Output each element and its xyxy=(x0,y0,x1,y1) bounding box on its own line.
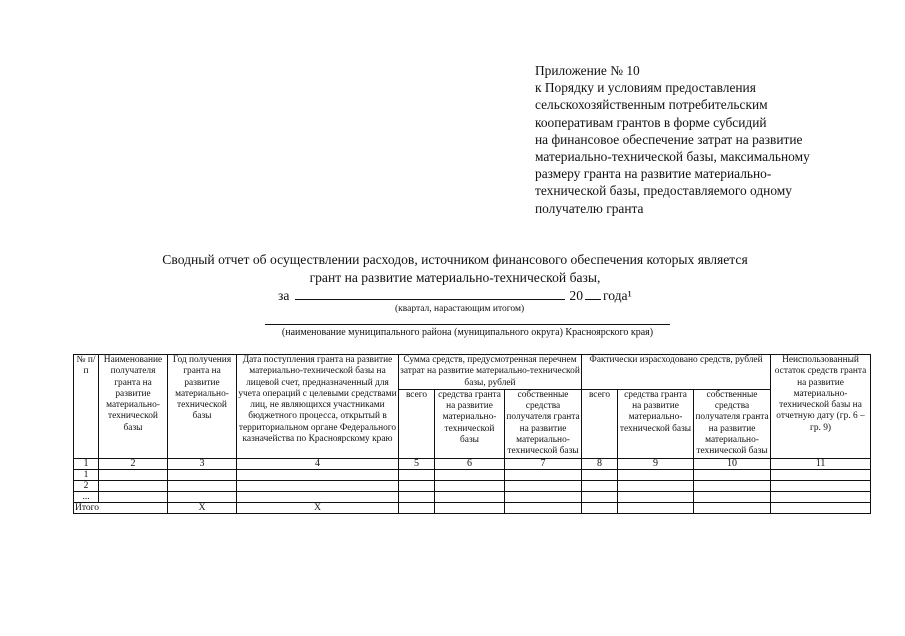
table-cell xyxy=(505,502,582,513)
table-row xyxy=(74,491,871,502)
column-number-row xyxy=(74,458,871,469)
total-label: Итого xyxy=(74,502,168,513)
report-period-line xyxy=(278,287,632,304)
column-number: 2 xyxy=(99,458,168,469)
table-cell xyxy=(237,480,399,491)
column-number: 8 xyxy=(582,458,618,469)
table-cell xyxy=(771,491,871,502)
table-cell xyxy=(505,491,582,502)
appendix-line: кооперативам грантов в форме субсидий xyxy=(535,114,767,130)
header-planned-total: всего xyxy=(399,389,435,458)
year-blank xyxy=(585,287,601,300)
table-header-row xyxy=(74,355,871,390)
table-cell xyxy=(435,480,505,491)
column-number: 4 xyxy=(237,458,399,469)
report-table xyxy=(73,354,871,514)
total-year-cell: X xyxy=(168,502,237,513)
table-cell xyxy=(99,480,168,491)
table-cell xyxy=(618,480,694,491)
total-date-cell: X xyxy=(237,502,399,513)
column-number: 11 xyxy=(771,458,871,469)
column-number: 1 xyxy=(74,458,99,469)
table-row xyxy=(74,480,871,491)
header-spent-total: всего xyxy=(582,389,618,458)
table-cell xyxy=(399,502,435,513)
column-number: 3 xyxy=(168,458,237,469)
table-cell xyxy=(399,491,435,502)
table-cell xyxy=(694,491,771,502)
table-cell xyxy=(618,491,694,502)
table-cell xyxy=(618,502,694,513)
municipality-caption: (наименование муниципального района (муниципального округа) Красноярского края) xyxy=(281,327,654,338)
header-recipient-name: Наименование получателя гранта на развитие материально-технической базы xyxy=(99,355,168,459)
table-cell xyxy=(505,469,582,480)
header-unused-balance: Неиспользованный остаток средств гранта на развитие материально-технической базы на отчетную дату (гр. 6 – гр. 9) xyxy=(771,355,871,459)
header-grant-year: Год получения гранта на развитие материально-технической базы xyxy=(168,355,237,459)
column-number: 6 xyxy=(435,458,505,469)
table-cell xyxy=(237,491,399,502)
table-cell xyxy=(694,480,771,491)
header-planned-own-funds: собственные средства получателя гранта на развитие материально-технической базы xyxy=(506,389,580,457)
table-cell xyxy=(399,469,435,480)
column-number: 10 xyxy=(694,458,771,469)
table-cell xyxy=(435,491,505,502)
table-row xyxy=(74,469,871,480)
table-cell xyxy=(99,469,168,480)
table-cell xyxy=(694,469,771,480)
year-prefix: 20 xyxy=(569,288,583,303)
total-row xyxy=(74,502,871,513)
column-number: 5 xyxy=(399,458,435,469)
table-cell xyxy=(505,480,582,491)
period-caption: (квартал, нарастающим итогом) xyxy=(395,304,525,314)
period-prefix: за xyxy=(278,288,290,303)
row-number: 1 xyxy=(74,469,99,480)
table-cell xyxy=(582,469,618,480)
appendix-line: Приложение № 10 xyxy=(535,63,640,78)
appendix-line: технической базы, предоставляемого одному xyxy=(535,183,792,199)
report-title-line-2: грант на развитие материально-технической базы, xyxy=(309,270,601,285)
header-receipt-date: Дата поступления гранта на развитие материально-технической базы на лицевой счет, предназначенный для учета операций с целевыми средствами лиц, не являющихся участниками бюджетного процесса, открытый в территориальном органе Федерального казначейства по Красноярскому краю xyxy=(237,355,399,459)
table-cell xyxy=(694,502,771,513)
table-cell xyxy=(399,480,435,491)
header-spent-grant-funds: средства гранта на развитие материально-технической базы xyxy=(618,389,694,458)
table-cell xyxy=(168,480,237,491)
appendix-line: размеру гранта на развитие материально- xyxy=(535,166,772,182)
header-number: № п/п xyxy=(74,355,99,459)
table-cell xyxy=(435,502,505,513)
table-cell xyxy=(168,469,237,480)
period-blank xyxy=(295,287,565,300)
municipality-blank-line xyxy=(265,324,670,325)
header-actual-spent: Фактически израсходовано средств, рублей xyxy=(582,355,771,390)
table-cell xyxy=(771,502,871,513)
table-cell xyxy=(582,502,618,513)
appendix-line: к Порядку и условиям предоставления xyxy=(535,80,756,96)
table-cell xyxy=(435,469,505,480)
table-cell xyxy=(99,491,168,502)
table-cell xyxy=(582,491,618,502)
column-number: 7 xyxy=(505,458,582,469)
appendix-line: получателю гранта xyxy=(535,200,644,216)
table-cell xyxy=(237,469,399,480)
header-planned-sum: Сумма средств, предусмотренная перечнем затрат на развитие материально-технической базы, рублей xyxy=(400,355,580,388)
report-title-line-1: Сводный отчет об осуществлении расходов, источником финансового обеспечения которых является xyxy=(162,252,748,267)
report-title xyxy=(40,251,870,287)
table-cell xyxy=(168,491,237,502)
table-cell xyxy=(771,469,871,480)
row-number: ... xyxy=(74,491,99,502)
header-planned-grant-funds: средства гранта на развитие материально-технической базы xyxy=(435,389,505,458)
column-number: 9 xyxy=(618,458,694,469)
appendix-line: на финансовое обеспечение затрат на развитие xyxy=(535,131,803,147)
row-number: 2 xyxy=(74,480,99,491)
table-cell xyxy=(771,480,871,491)
appendix-line: материально-технической базы, максимальному xyxy=(535,149,810,165)
year-suffix: года¹ xyxy=(603,288,632,303)
table-cell xyxy=(582,480,618,491)
appendix-line: сельскохозяйственным потребительским xyxy=(535,97,768,113)
appendix-reference xyxy=(535,62,875,217)
header-spent-own-funds: собственные средства получателя гранта на развитие материально-технической базы xyxy=(695,389,769,457)
table-cell xyxy=(618,469,694,480)
